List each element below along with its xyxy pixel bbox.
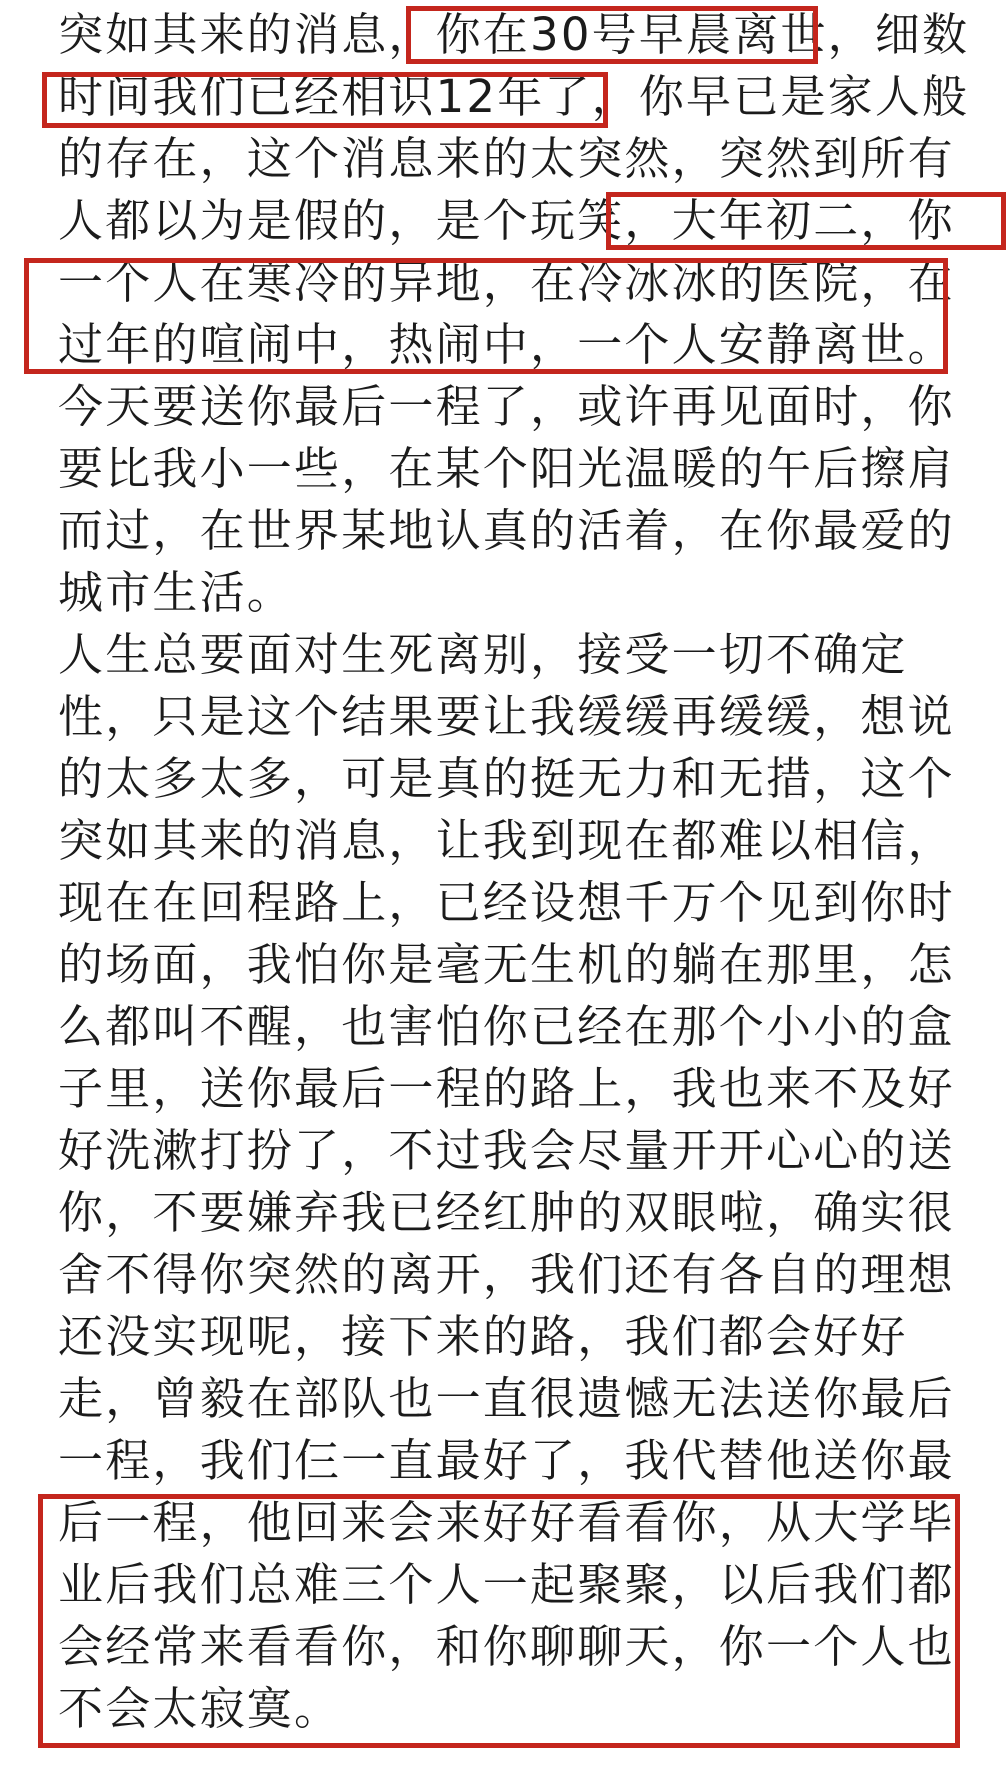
- text-line: 突如其来的消息，你在30号早晨离世，细数: [58, 8, 970, 61]
- text-line: 走，曾毅在部队也一直很遗憾无法送你最后: [58, 1372, 955, 1425]
- text-line: 现在在回程路上，已经设想千万个见到你时: [58, 876, 955, 929]
- text-line: 要比我小一些，在某个阳光温暖的午后擦肩: [58, 442, 955, 495]
- text-line: 的太多太多，可是真的挺无力和无措，这个: [58, 752, 955, 805]
- text-line: 舍不得你突然的离开，我们还有各自的理想: [58, 1248, 955, 1301]
- text-line: 的场面，我怕你是毫无生机的躺在那里，怎: [58, 938, 955, 991]
- text-line: 后一程，他回来会来好好看看你，从大学毕: [58, 1496, 955, 1549]
- text-line: 的存在，这个消息来的太突然，突然到所有: [58, 132, 955, 185]
- text-line: 还没实现呢，接下来的路，我们都会好好: [58, 1310, 908, 1363]
- text-line: 人都以为是假的，是个玩笑，大年初二，你: [58, 194, 955, 247]
- text-line: 今天要送你最后一程了，或许再见面时，你: [58, 380, 955, 433]
- text-line: 业后我们总难三个人一起聚聚，以后我们都: [58, 1558, 955, 1611]
- text-line: 子里，送你最后一程的路上，我也来不及好: [58, 1062, 955, 1115]
- text-line: 一个人在寒冷的异地，在冷冰冰的医院，在: [58, 256, 955, 309]
- text-line: 一程，我们仨一直最好了，我代替他送你最: [58, 1434, 955, 1487]
- text-line: 而过，在世界某地认真的活着，在你最爱的: [58, 504, 955, 557]
- text-line: 不会太寂寞。: [58, 1682, 342, 1735]
- text-line: 好洗漱打扮了，不过我会尽量开开心心的送: [58, 1124, 955, 1177]
- text-line: 过年的喧闹中，热闹中，一个人安静离世。: [58, 318, 955, 371]
- text-line: 么都叫不醒，也害怕你已经在那个小小的盒: [58, 1000, 955, 1053]
- text-line: 突如其来的消息，让我到现在都难以相信，: [58, 814, 955, 867]
- text-line: 你，不要嫌弃我已经红肿的双眼啦，确实很: [58, 1186, 955, 1239]
- text-line: 性，只是这个结果要让我缓缓再缓缓，想说: [58, 690, 955, 743]
- text-line: 人生总要面对生死离别，接受一切不确定: [58, 628, 908, 681]
- text-line: 城市生活。: [58, 566, 295, 619]
- text-line: 会经常来看看你，和你聊聊天，你一个人也: [58, 1620, 955, 1673]
- text-line: 时间我们已经相识12年了，你早已是家人般: [58, 70, 970, 123]
